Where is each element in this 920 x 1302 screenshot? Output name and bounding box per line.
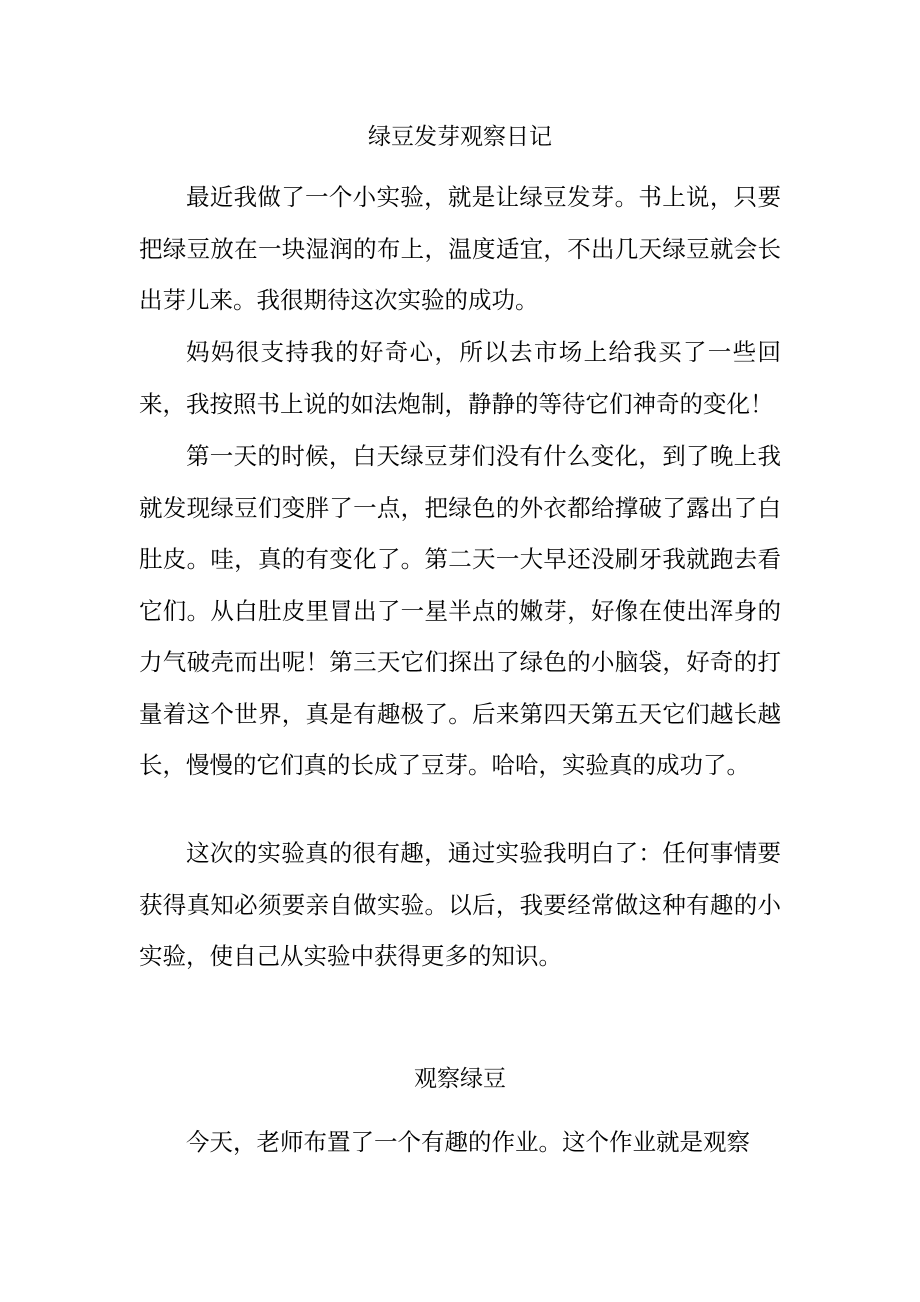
paragraph: 最近我做了一个小实验，就是让绿豆发芽。书上说，只要把绿豆放在一块湿润的布上，温度适宜，不出几天绿豆就会长出芽儿来。我很期待这次实验的成功。 bbox=[139, 183, 781, 314]
paragraph: 第一天的时候，白天绿豆芽们没有什么变化，到了晚上我就发现绿豆们变胖了一点，把绿色的外衣都给撑破了露出了白肚皮。哇，真的有变化了。第二天一大早还没刷牙我就跑去看它们。从白肚皮里冒出了一星半点的嫩芽，好像在使出浑身的力气破壳而出呢！第三天它们探出了绿色的小脑袋，好奇的打量着这个世界，真是有趣极了。后来第四天第五天它们越长越长，慢慢的它们真的长成了豆芽。哈哈，实验真的成功了。 bbox=[139, 442, 781, 779]
paragraph: 今天，老师布置了一个有趣的作业。这个作业就是观察 bbox=[186, 1128, 750, 1156]
article-title: 绿豆发芽观察日记 bbox=[368, 124, 552, 150]
section-title: 观察绿豆 bbox=[414, 1066, 506, 1092]
paragraph: 这次的实验真的很有趣，通过实验我明白了：任何事情要获得真知必须要亲自做实验。以后，我要经常做这种有趣的小实验，使自己从实验中获得更多的知识。 bbox=[139, 839, 781, 970]
paragraph: 妈妈很支持我的好奇心，所以去市场上给我买了一些回来，我按照书上说的如法炮制，静静的等待它们神奇的变化！ bbox=[139, 338, 781, 418]
